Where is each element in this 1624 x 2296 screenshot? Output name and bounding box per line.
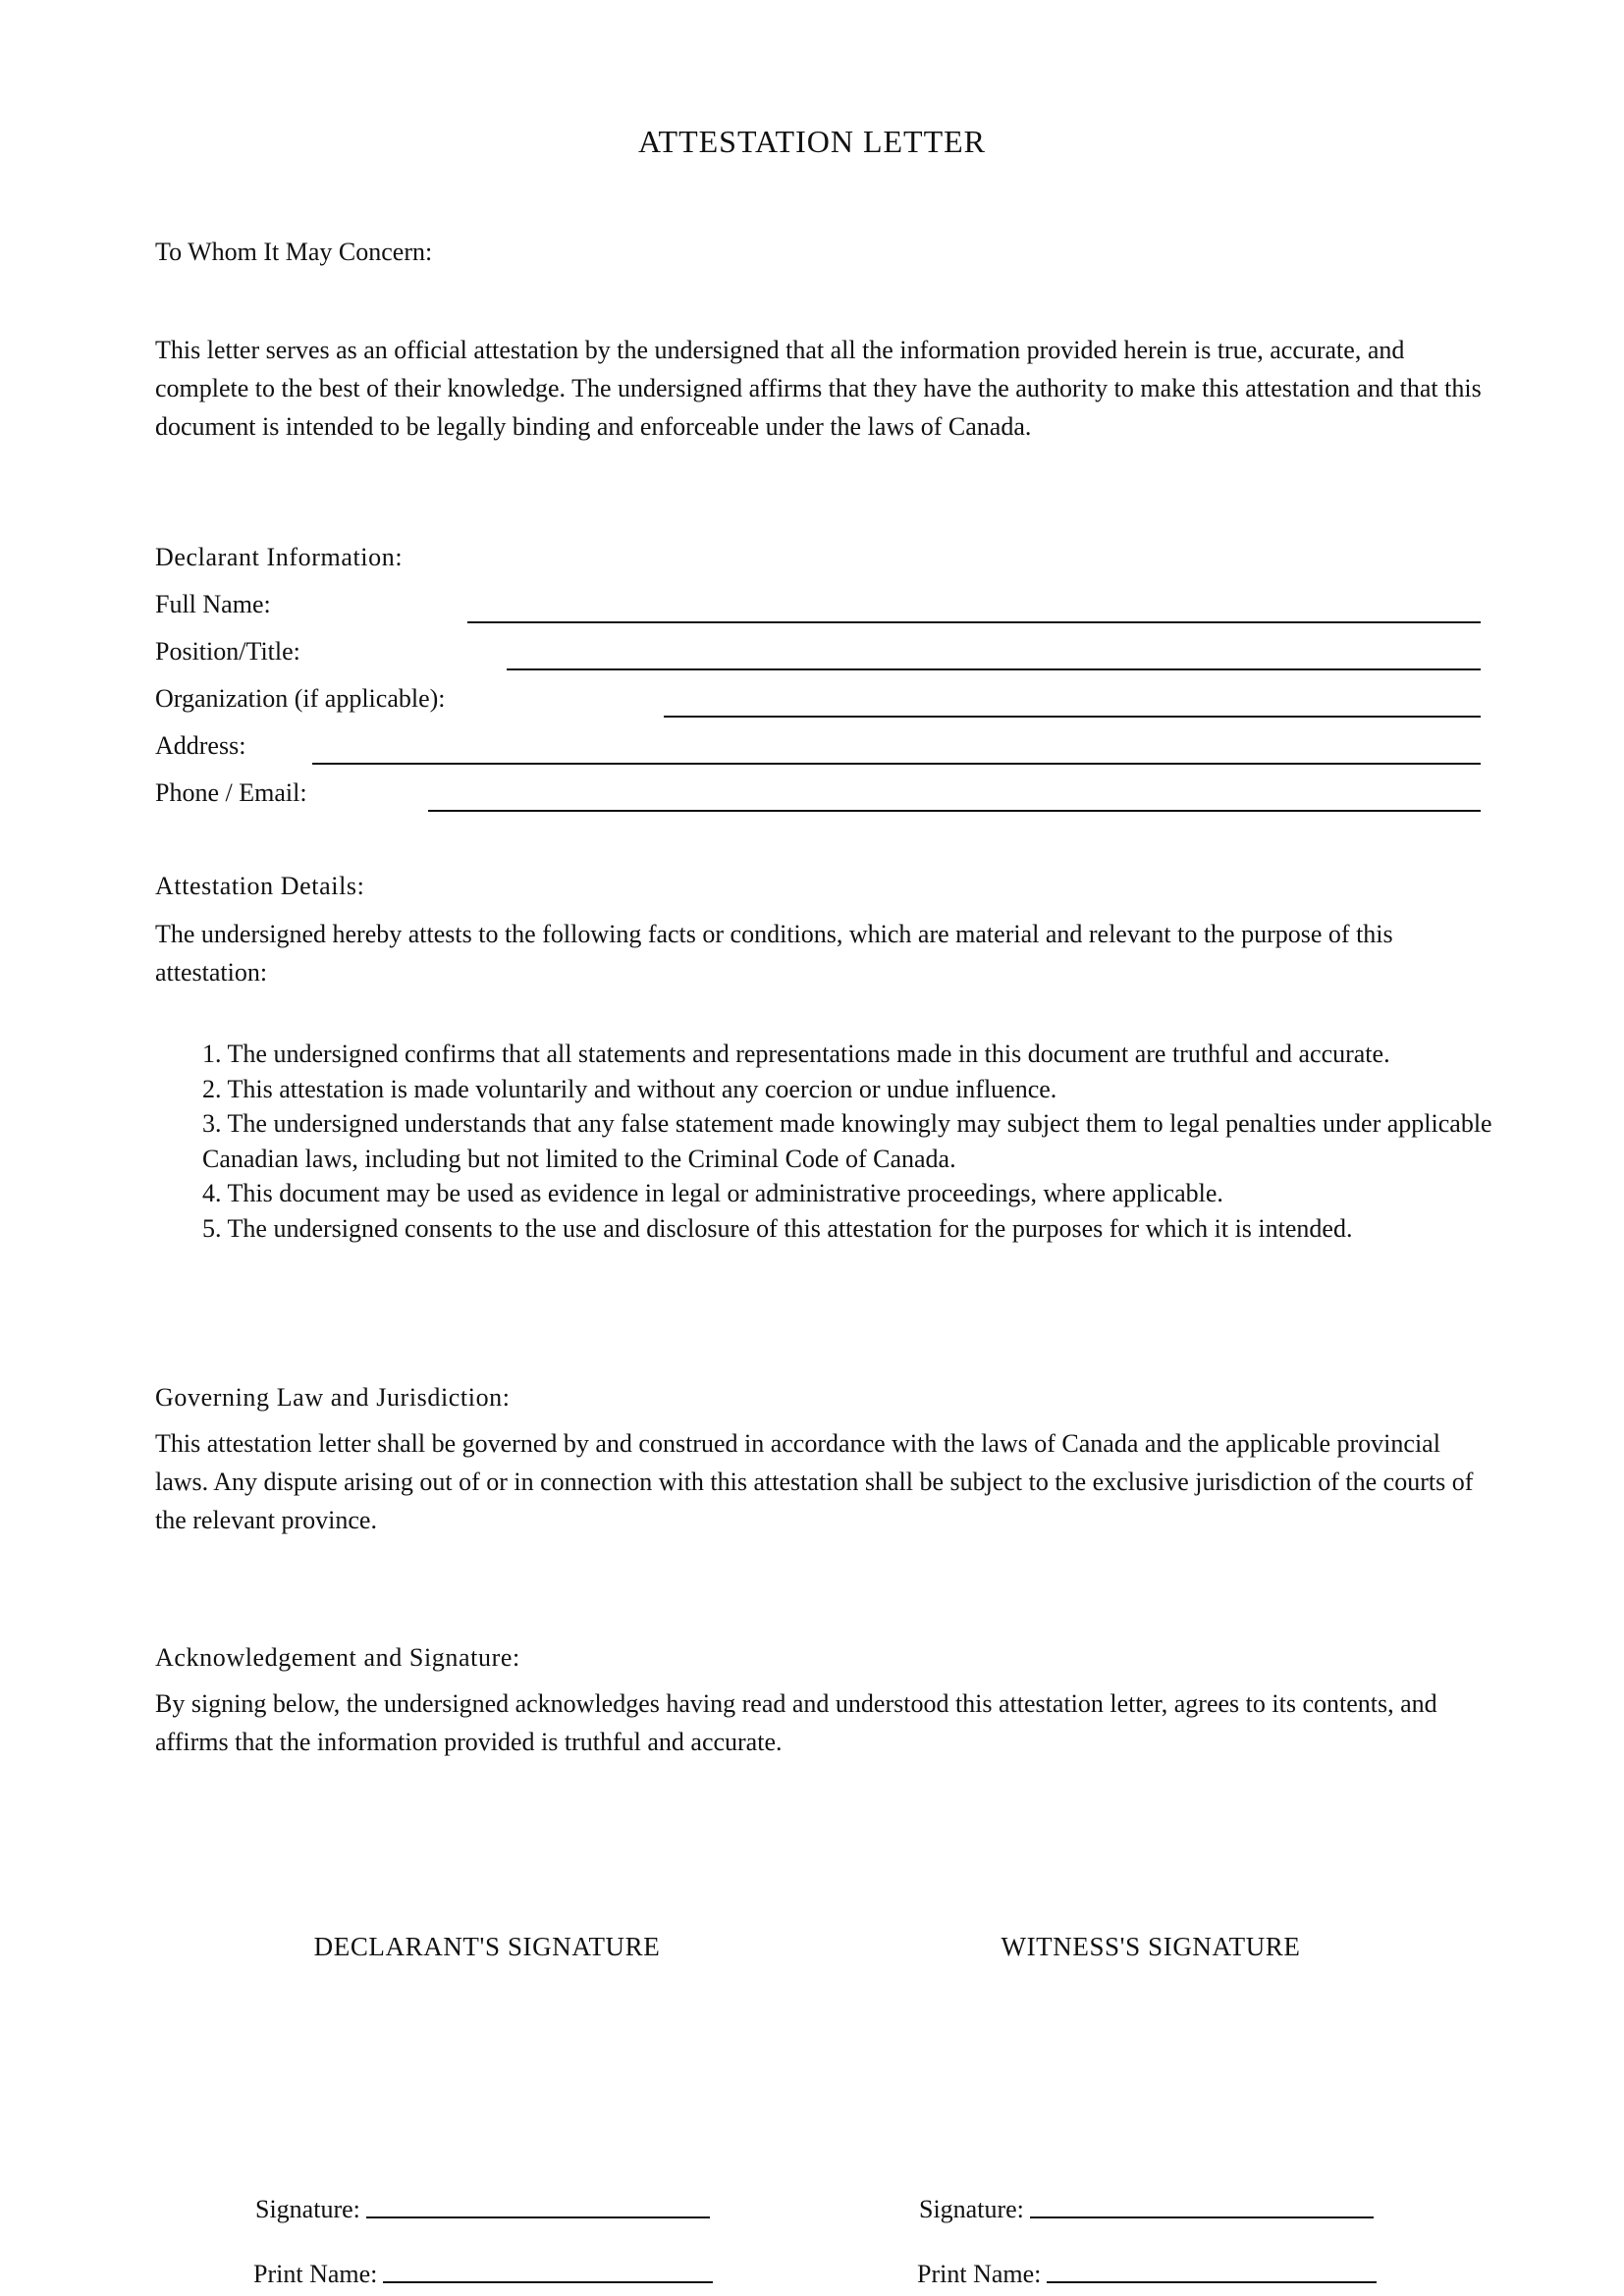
declarant-print-name-label: Print Name:	[253, 2260, 378, 2288]
full-name-label: Full Name:	[155, 590, 271, 618]
declarant-heading: Declarant Information:	[155, 543, 404, 571]
salutation: To Whom It May Concern:	[155, 238, 433, 266]
governing-paragraph: This attestation letter shall be governed by and construed in accordance with the laws of Canada and the applicable provincial laws. Any dispute arising out of or in connection with this attestation shall be subject to the exclusive jurisdiction of the courts of the relevant province.	[155, 1429, 1474, 1534]
list-item: 2. This attestation is made voluntarily and without any coercion or undue influence.	[202, 1074, 1057, 1103]
attestation-list	[202, 1037, 1498, 1246]
intro-paragraph: This letter serves as an official attestation by the undersigned that all the information provided herein is true, accurate, and complete to the best of their knowledge. The undersigned affirms that they have the authority to make this attestation and that this document is intended to be legally binding and enforceable under the laws of Canada.	[155, 336, 1482, 441]
witness-signature-line[interactable]	[1030, 2216, 1374, 2218]
list-item: 5. The undersigned consents to the use and disclosure of this attestation for the purposes for which it is intended.	[202, 1213, 1353, 1243]
address-line[interactable]	[312, 763, 1481, 765]
witness-signature-row	[919, 2195, 1374, 2224]
governing-heading: Governing Law and Jurisdiction:	[155, 1383, 511, 1412]
details-heading: Attestation Details:	[155, 872, 365, 900]
declarant-signature-line[interactable]	[366, 2216, 710, 2218]
position-label: Position/Title:	[155, 637, 300, 666]
list-item: 4. This document may be used as evidence in legal or administrative proceedings, where applicable.	[202, 1179, 1223, 1207]
acknowledgement-paragraph: By signing below, the undersigned acknowledges having read and understood this attestation letter, agrees to its contents, and affirms that the information provided is truthful and accurate.	[155, 1689, 1437, 1756]
witness-signature-heading: WITNESS'S SIGNATURE	[1001, 1932, 1301, 1961]
position-line[interactable]	[507, 668, 1481, 670]
document-title: ATTESTATION LETTER	[637, 124, 987, 159]
list-item: 3. The undersigned understands that any false statement made knowingly may subject them to legal penalties under applicable Canadian laws, including but not limited to the Criminal Code of Canada.	[202, 1109, 1492, 1173]
organization-label: Organization (if applicable):	[155, 684, 446, 713]
declarant-signature-label: Signature:	[255, 2195, 360, 2223]
organization-line[interactable]	[664, 716, 1481, 718]
declarant-signature-row	[255, 2195, 710, 2224]
contact-line[interactable]	[428, 810, 1481, 812]
details-intro: The undersigned hereby attests to the following facts or conditions, which are material and relevant to the purpose of this attestation:	[155, 920, 1393, 987]
declarant-print-name-line[interactable]	[383, 2281, 713, 2283]
witness-print-name-line[interactable]	[1047, 2281, 1377, 2283]
address-label: Address:	[155, 731, 246, 760]
contact-label: Phone / Email:	[155, 778, 307, 807]
witness-signature-label: Signature:	[919, 2195, 1024, 2223]
declarant-signature-heading: DECLARANT'S SIGNATURE	[313, 1932, 661, 1961]
declarant-print-name-row	[253, 2260, 713, 2289]
witness-print-name-label: Print Name:	[917, 2260, 1042, 2288]
full-name-line[interactable]	[467, 621, 1481, 623]
acknowledgement-heading: Acknowledgement and Signature:	[155, 1643, 520, 1672]
witness-print-name-row	[917, 2260, 1377, 2289]
list-item: 1. The undersigned confirms that all statements and representations made in this document are truthful and accurate.	[202, 1040, 1390, 1068]
